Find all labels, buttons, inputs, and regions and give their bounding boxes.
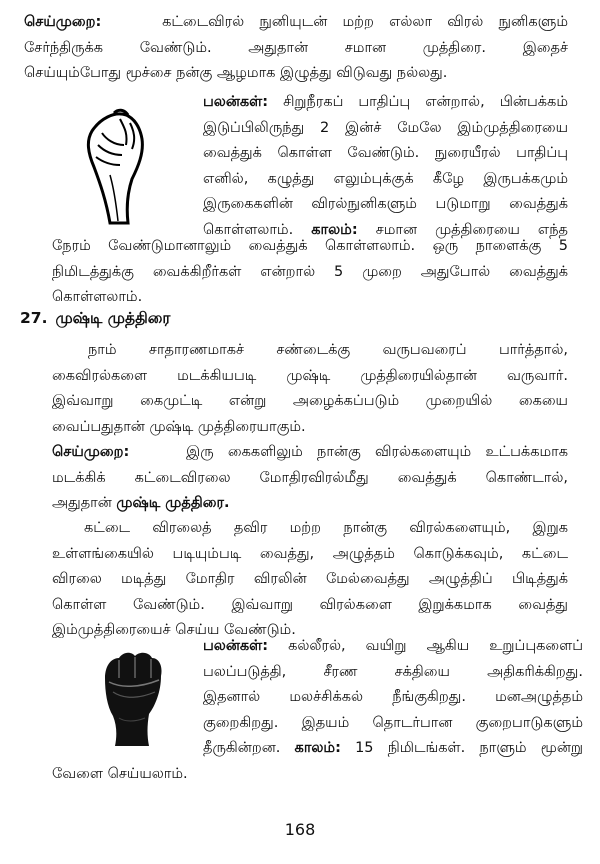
text-line: உள்ளங்கையில் படியும்படி வைத்து, அழுத்தம் கொடுக்கவும், கட்டை: [52, 545, 568, 562]
method-paragraph-mushti: [52, 440, 568, 517]
text-line: நாம் சாதாரணமாகச் சண்டைக்கு வருபவரைப் பார்த்தால்,: [88, 342, 568, 358]
section-heading: [20, 309, 170, 329]
intro-paragraph-mushti: [52, 338, 568, 440]
text-line: தீருகின்றன. காலம்: 15 நிமிடங்கள். நாளும் மூன்று: [203, 740, 583, 756]
mudra-name-bold: முஷ்டி முத்திரை.: [116, 495, 230, 511]
text-line: இருகைகளின் விரல்நுனிகளும் படுமாறு வைத்துக்: [203, 196, 568, 212]
text-line: செய்முறை: கட்டைவிரல் நுனியுடன் மற்ற எல்லா விரல் நுனிகளும்: [24, 14, 568, 30]
text-line: குறைகிறது. இதயம் தொடர்பான குறைபாடுகளும்: [203, 714, 583, 731]
page-number: 168: [284, 820, 316, 839]
text-line: செய்யும்போது மூச்சை நன்கு ஆழமாக இழுத்து விடுவது நல்லது.: [24, 65, 448, 81]
samana-mudra-hand-image: [80, 105, 156, 227]
text-line: அதுதான் முஷ்டி முத்திரை.: [52, 495, 230, 511]
benefits-paragraph-mushti-bottom: [52, 762, 568, 788]
benefits-paragraph-samana-top: [203, 90, 568, 243]
procedure-paragraph-mushti: [52, 516, 568, 644]
benefits-paragraph-mushti-top: [203, 634, 583, 762]
section-title: முஷ்டி முத்திரை: [55, 309, 171, 327]
section-number: 27.: [20, 309, 48, 327]
benefits-paragraph-samana-bottom: [52, 234, 568, 311]
text-line: வைத்துக் கொள்ள வேண்டும். நுரையீரல் பாதிப்பு: [203, 145, 568, 161]
time-label: காலம்:: [294, 740, 341, 756]
benefits-label: பலன்கள்:: [203, 638, 269, 654]
text-line: மடக்கிக் கட்டைவிரலை மோதிரவிரல்மீது வைத்துக் கொண்டால்,: [52, 469, 568, 486]
text-line: கொள்ள வேண்டும். இவ்வாறு விரல்களை இறுக்கமாக வைத்து: [52, 596, 568, 613]
benefits-label: பலன்கள்:: [203, 94, 269, 110]
text-line: நிமிடத்துக்கு வைக்கிறீர்கள் என்றால் 5 முறை அதுபோல் வைத்துக்: [52, 263, 568, 280]
text-line: செய்முறை: இரு கைகளிலும் நான்கு விரல்களையும் உட்பக்கமாக: [52, 444, 568, 460]
text-line: சேர்ந்திருக்க வேண்டும். அதுதான் சமான முத்திரை. இதைச்: [24, 39, 568, 56]
text-line: பலன்கள்: கல்லீரல், வயிறு ஆகிய உறுப்புகளைப்: [203, 638, 583, 654]
text-line: எனில், கழுத்து எலும்புக்குக் கீழே இருபக்கமும்: [203, 170, 568, 187]
text-line: வேளை செய்யலாம்.: [52, 766, 188, 782]
mushti-mudra-fist-image: [95, 648, 167, 748]
text-line: பலப்படுத்தி, சீரண சக்தியை அதிகரிக்கிறது.: [203, 663, 583, 680]
text-line: இடுப்பிலிருந்து 2 இன்ச் மேலே இம்முத்திரையை: [203, 119, 568, 136]
text-line: கட்டை விரலைத் தவிர மற்ற நான்கு விரல்களையும், இறுக: [84, 520, 568, 536]
text-line: கைவிரல்களை மடக்கியபடி முஷ்டி முத்திரையில்தான் வருவார்.: [52, 367, 568, 384]
text-line: வைப்பதுதான் முஷ்டி முத்திரையாகும்.: [52, 418, 306, 435]
text-line: இவ்வாறு கைமுட்டி என்று அழைக்கப்படும் முறையில் கையை: [52, 393, 568, 409]
method-paragraph-samana: [24, 10, 568, 87]
text-line: கொள்ளலாம். காலம்: சமான முத்திரையை எந்த: [203, 221, 568, 238]
text-line: பலன்கள்: சிறுநீரகப் பாதிப்பு என்றால், பின்பக்கம்: [203, 94, 568, 110]
time-label: காலம்:: [311, 221, 358, 238]
text-line: நேரம் வேண்டுமானாலும் வைத்துக் கொள்ளலாம். ஒரு நாளைக்கு 5: [52, 238, 568, 254]
text-line: இம்முத்திரையைச் செய்ய வேண்டும்.: [52, 622, 296, 638]
text-line: இதனால் மலச்சிக்கல் நீங்குகிறது. மனஅழுத்தம்: [203, 689, 583, 705]
text-line: கொள்ளலாம்.: [52, 289, 143, 305]
method-label: செய்முறை:: [52, 444, 130, 460]
method-label: செய்முறை:: [24, 14, 102, 30]
text-line: விரலை மடித்து மோதிர விரலின் மேல்வைத்து அழுத்திப் பிடித்துக்: [52, 571, 568, 587]
